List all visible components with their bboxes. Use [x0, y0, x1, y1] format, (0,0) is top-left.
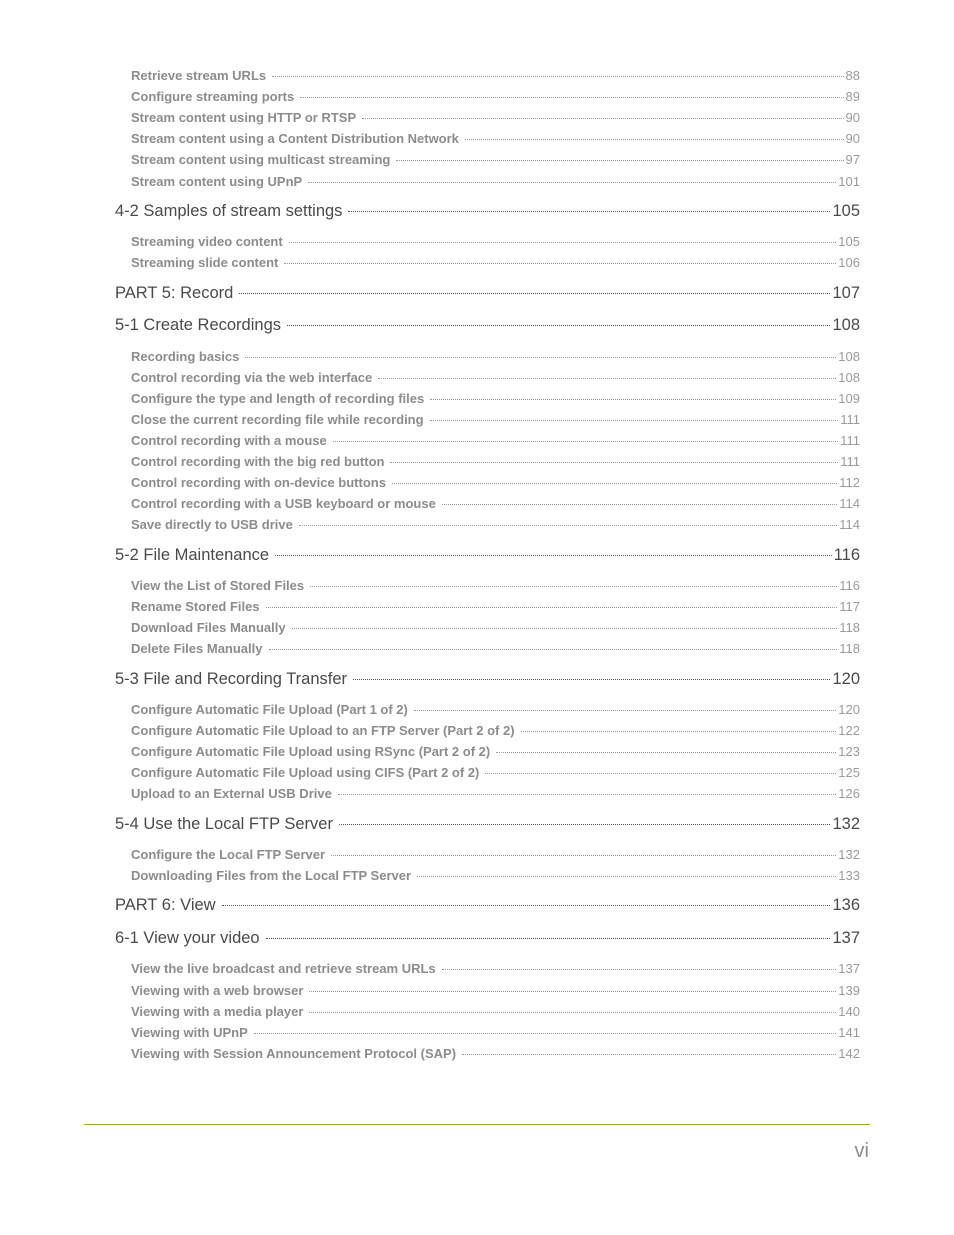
toc-entry[interactable]	[131, 641, 860, 656]
dot-leader	[414, 710, 836, 711]
dot-leader	[496, 752, 836, 753]
dot-leader	[396, 160, 843, 161]
dot-leader	[430, 420, 839, 421]
toc-entry-page: 132	[832, 815, 860, 833]
dot-leader	[390, 462, 838, 463]
toc-entry-page: 108	[838, 370, 860, 385]
toc-entry[interactable]	[131, 847, 860, 862]
toc-entry-page: 137	[832, 929, 860, 947]
toc-entry[interactable]	[131, 349, 860, 364]
toc-entry-title: Configure the Local FTP Server	[131, 847, 326, 862]
toc-entry-title: Stream content using UPnP	[131, 174, 303, 189]
toc-entry-title: Control recording with a mouse	[131, 433, 327, 448]
toc-entry[interactable]	[131, 765, 860, 780]
toc-entry-page: 108	[838, 349, 860, 364]
toc-entry[interactable]	[131, 702, 860, 717]
footer-rule	[84, 1124, 870, 1125]
toc-entry-page: 133	[838, 868, 860, 883]
toc-entry-page: 105	[832, 202, 860, 220]
toc-entry[interactable]	[131, 1004, 860, 1019]
toc-entry[interactable]	[131, 599, 860, 614]
toc-entry-title: Stream content using multicast streaming	[131, 152, 391, 167]
toc-entry-title: View the List of Stored Files	[131, 578, 305, 593]
toc-entry-title: 4-2 Samples of stream settings	[115, 202, 343, 220]
toc-section-heading[interactable]	[115, 896, 860, 915]
dot-leader	[338, 794, 836, 795]
dot-leader	[485, 773, 836, 774]
toc-entry-title: Viewing with a web browser	[131, 983, 304, 998]
toc-entry-title: Configure Automatic File Upload (Part 1 of 2)	[131, 702, 408, 717]
dot-leader	[378, 378, 836, 379]
toc-entry[interactable]	[131, 1046, 860, 1061]
toc-entry[interactable]	[131, 496, 860, 511]
toc-entry-title: Streaming video content	[131, 234, 283, 249]
toc-entry-page: 136	[832, 896, 860, 914]
toc-entry-page: 122	[838, 723, 860, 738]
toc-entry-page: 101	[838, 174, 860, 189]
dot-leader	[465, 139, 844, 140]
dot-leader	[289, 242, 837, 243]
toc-section-heading[interactable]	[115, 670, 860, 689]
dot-leader	[348, 211, 830, 212]
toc-entry-title: Close the current recording file while recording	[131, 412, 424, 427]
dot-leader	[254, 1033, 837, 1034]
toc-entry-page: 137	[838, 961, 860, 976]
toc-entry-page: 120	[838, 702, 860, 717]
toc-entry[interactable]	[131, 68, 860, 83]
toc-entry-page: 111	[840, 454, 860, 469]
dot-leader	[362, 118, 843, 119]
toc-entry-title: Delete Files Manually	[131, 641, 263, 656]
toc-entry[interactable]	[131, 412, 860, 427]
toc-entry[interactable]	[131, 961, 860, 976]
toc-entry[interactable]	[131, 983, 860, 998]
toc-entry-title: Control recording via the web interface	[131, 370, 373, 385]
toc-section-heading[interactable]	[115, 546, 860, 565]
toc-entry-title: View the live broadcast and retrieve stream URLs	[131, 961, 436, 976]
dot-leader	[266, 607, 838, 608]
toc-entry[interactable]	[131, 152, 860, 167]
toc-entry[interactable]	[131, 868, 860, 883]
toc-entry-title: Save directly to USB drive	[131, 517, 293, 532]
toc-entry-page: 132	[838, 847, 860, 862]
toc-entry-page: 114	[839, 496, 860, 511]
toc-entry-page: 139	[838, 983, 860, 998]
toc-entry-title: Retrieve stream URLs	[131, 68, 267, 83]
toc-entry-page: 90	[845, 131, 860, 146]
toc-entry[interactable]	[131, 391, 860, 406]
toc-entry-page: 112	[839, 475, 860, 490]
toc-entry[interactable]	[131, 370, 860, 385]
toc-entry[interactable]	[131, 454, 860, 469]
toc-entry-title: 5-1 Create Recordings	[115, 316, 281, 334]
toc-entry-title: Viewing with a media player	[131, 1004, 304, 1019]
toc-entry-page: 90	[845, 110, 860, 125]
dot-leader	[300, 97, 843, 98]
toc-entry[interactable]	[131, 620, 860, 635]
dot-leader	[292, 628, 838, 629]
toc-entry-page: 106	[838, 255, 860, 270]
toc-entry-title: Configure Automatic File Upload using CIFS (Part 2 of 2)	[131, 765, 480, 780]
toc-entry-page: 118	[839, 620, 860, 635]
dot-leader	[308, 182, 836, 183]
dot-leader	[310, 586, 837, 587]
dot-leader	[521, 731, 837, 732]
toc-entry-page: 140	[838, 1004, 860, 1019]
dot-leader	[442, 969, 837, 970]
toc-entry[interactable]	[131, 723, 860, 738]
toc-entry-title: 6-1 View your video	[115, 929, 260, 947]
toc-entry[interactable]	[131, 131, 860, 146]
toc-entry-page: 111	[840, 412, 860, 427]
toc-entry-title: Upload to an External USB Drive	[131, 786, 332, 801]
toc-entry-title: Configure the type and length of recording files	[131, 391, 425, 406]
toc-entry-title: Configure streaming ports	[131, 89, 295, 104]
toc-section-heading[interactable]	[115, 202, 860, 221]
dot-leader	[239, 293, 830, 294]
dot-leader	[269, 649, 838, 650]
toc-entry-page: 141	[838, 1025, 860, 1040]
dot-leader	[299, 525, 837, 526]
toc-entry[interactable]	[131, 475, 860, 490]
dot-leader	[284, 263, 836, 264]
toc-entry-title: Downloading Files from the Local FTP Server	[131, 868, 412, 883]
toc-section-heading[interactable]	[115, 929, 860, 948]
toc-entry-page: 89	[845, 89, 860, 104]
toc-entry-title: Rename Stored Files	[131, 599, 260, 614]
dot-leader	[245, 357, 836, 358]
dot-leader	[353, 679, 830, 680]
toc-entry-page: 116	[839, 578, 860, 593]
toc-entry-page: 108	[832, 316, 860, 334]
toc-entry-title: Viewing with UPnP	[131, 1025, 248, 1040]
dot-leader	[275, 555, 832, 556]
toc-entry-title: 5-2 File Maintenance	[115, 546, 270, 564]
toc-entry-title: Configure Automatic File Upload to an FTP Server (Part 2 of 2)	[131, 723, 515, 738]
toc-entry[interactable]	[131, 255, 860, 270]
toc-entry-title: 5-4 Use the Local FTP Server	[115, 815, 333, 833]
toc-entry-page: 125	[838, 765, 860, 780]
toc-entry-page: 117	[839, 599, 860, 614]
dot-leader	[266, 938, 831, 939]
toc-entry[interactable]	[131, 110, 860, 125]
toc-entry-page: 142	[838, 1046, 860, 1061]
toc-entry[interactable]	[131, 433, 860, 448]
dot-leader	[222, 905, 831, 906]
toc-entry-title: 5-3 File and Recording Transfer	[115, 670, 348, 688]
toc-entry[interactable]	[131, 517, 860, 532]
toc-entry-title: PART 5: Record	[115, 284, 234, 302]
toc-entry-page: 111	[840, 433, 860, 448]
dot-leader	[272, 76, 843, 77]
toc-entry-page: 126	[838, 786, 860, 801]
dot-leader	[331, 855, 836, 856]
toc-entry-title: Configure Automatic File Upload using RSync (Part 2 of 2)	[131, 744, 491, 759]
dot-leader	[309, 1012, 836, 1013]
page-number: vi	[854, 1140, 869, 1162]
dot-leader	[417, 876, 836, 877]
toc-section-heading[interactable]	[115, 284, 860, 303]
toc-section-heading[interactable]	[115, 316, 860, 335]
toc-entry-title: Stream content using HTTP or RTSP	[131, 110, 357, 125]
dot-leader	[333, 441, 838, 442]
toc-entry[interactable]	[131, 174, 860, 189]
toc-entry[interactable]	[131, 786, 860, 801]
dot-leader	[309, 991, 836, 992]
toc-entry-page: 109	[838, 391, 860, 406]
toc-entry[interactable]	[131, 89, 860, 104]
toc-entry-page: 118	[839, 641, 860, 656]
dot-leader	[392, 483, 837, 484]
dot-leader	[442, 504, 837, 505]
toc-entry-title: Viewing with Session Announcement Protocol (SAP)	[131, 1046, 457, 1061]
toc-entry-title: Control recording with on-device buttons	[131, 475, 386, 490]
toc-entry-title: Control recording with the big red button	[131, 454, 385, 469]
toc-entry-title: Stream content using a Content Distribution Network	[131, 131, 459, 146]
dot-leader	[287, 325, 830, 326]
toc-entry[interactable]	[131, 1025, 860, 1040]
toc-entry-title: Streaming slide content	[131, 255, 279, 270]
toc-entry-page: 123	[838, 744, 860, 759]
toc-entry-title: Download Files Manually	[131, 620, 286, 635]
toc-entry[interactable]	[131, 744, 860, 759]
toc-entry-page: 120	[832, 670, 860, 688]
toc-entry-title: PART 6: View	[115, 896, 216, 914]
toc-section-heading[interactable]	[115, 815, 860, 834]
toc-entry[interactable]	[131, 234, 860, 249]
toc-entry-page: 116	[833, 546, 860, 564]
toc-entry-page: 88	[845, 68, 860, 83]
dot-leader	[462, 1054, 836, 1055]
toc-entry[interactable]	[131, 578, 860, 593]
toc-entry-title: Control recording with a USB keyboard or mouse	[131, 496, 436, 511]
toc-entry-page: 97	[845, 152, 860, 167]
toc-entry-page: 114	[839, 517, 860, 532]
toc-entry-page: 107	[832, 284, 860, 302]
toc-entry-page: 105	[838, 234, 860, 249]
dot-leader	[430, 399, 836, 400]
dot-leader	[339, 824, 831, 825]
toc-entry-title: Recording basics	[131, 349, 240, 364]
